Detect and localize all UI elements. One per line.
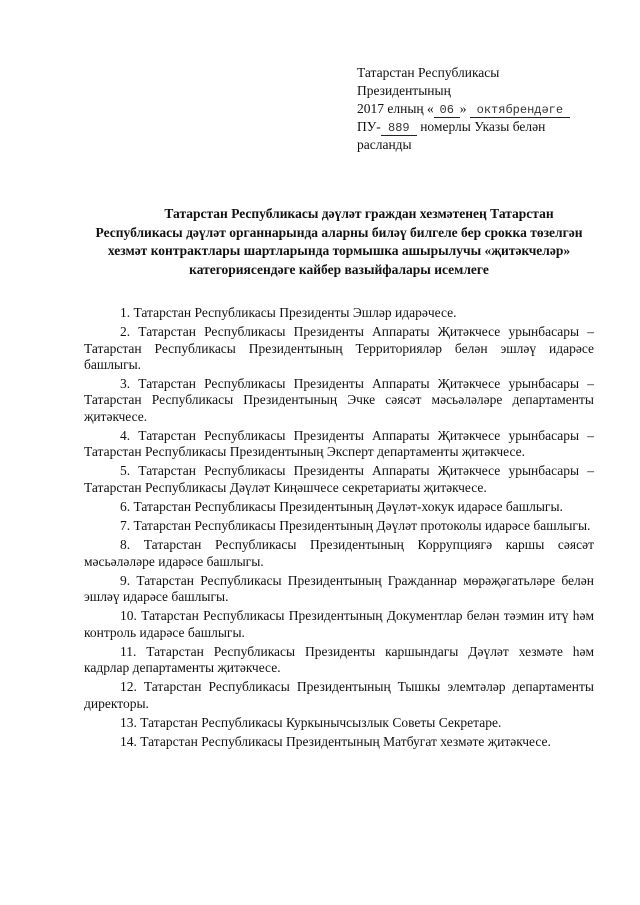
approval-year: 2017 елның «: [357, 101, 434, 116]
list-item: 4. Татарстан Республикасы Президенты Аппараты Җитәкчесе урынбасары – Татарстан Республикасы Президентының Эксперт департаменты җитәкчесе.: [84, 427, 594, 460]
list-item: 12. Татарстан Республикасы Президентының Тышкы элемтәләр департаменты директоры.: [84, 679, 594, 711]
document-title: Татарстан Республикасы дәүләт граждан хезмәтенең Татарстан Республикасы дәүләт органнарында аларны биләү билгеле бер срокка төзелгән хезмәт контрактлары шартларында тормышка ашырылучы «җитәкчеләр» категориясендәге кайбер вазыйфалары исемлеге: [95, 206, 583, 277]
list-item: 2. Татарстан Республикасы Президенты Аппараты Җитәкчесе урынбасары – Татарстан Республикасы Президентының Территорияләр белән эшләү идарәсе башлыгы.: [84, 324, 594, 372]
approval-block: [357, 64, 617, 154]
list-item: 13. Татарстан Республикасы Куркынычсызлык Советы Секретаре.: [120, 714, 502, 730]
approval-line-1: Татарстан Республикасы: [357, 65, 500, 80]
list-item: 1. Татарстан Республикасы Президенты Эшләр идарәчесе.: [120, 305, 457, 320]
approval-close-quote: »: [459, 101, 467, 116]
approval-decree-number: 889: [381, 121, 417, 136]
approval-decree-suffix: номерлы Указы белән: [420, 119, 546, 134]
approval-decree-prefix: ПУ-: [357, 119, 381, 134]
approval-month: октябрендәге: [470, 103, 570, 118]
list-item: 7. Татарстан Республикасы Президентының Дәүләт протоколы идарәсе башлыгы.: [120, 518, 591, 533]
list-item: 14. Татарстан Республикасы Президентының Матбугат хезмәте җитәкчесе.: [120, 733, 551, 749]
list-item: 11. Татарстан Республикасы Президенты каршындагы Дәүләт хезмәте һәм кадрлар департаменты җитәкчесе.: [84, 643, 594, 675]
list-item: 6. Татарстан Республикасы Президентының Дәүләт-хокук идарәсе башлыгы.: [120, 498, 563, 514]
approval-decree-line: [357, 118, 617, 136]
positions-list: [84, 305, 594, 753]
list-item: 8. Татарстан Республикасы Президентының Коррупциягә каршы сәясәт мәсьәләләре идарәсе башлыгы.: [84, 537, 594, 569]
list-item: 10. Татарстан Республикасы Президентының Документлар белән тәэмин итү һәм контроль идарәсе башлыгы.: [84, 608, 594, 640]
approval-day: 06: [434, 103, 460, 118]
approval-line-5: расланды: [357, 137, 412, 152]
list-item: 5. Татарстан Республикасы Президенты Аппараты Җитәкчесе урынбасары – Татарстан Республикасы Дәүләт Киңәшчесе секретариаты җитәкчесе.: [84, 463, 594, 495]
approval-date-line: [357, 100, 617, 118]
approval-line-2: Президентының: [357, 83, 451, 98]
list-item: 3. Татарстан Республикасы Президенты Аппараты Җитәкчесе урынбасары – Татарстан Республикасы Президентының Эчке сәясәт мәсьәләләре департаменты җитәкчесе.: [84, 376, 594, 424]
list-item: 9. Татарстан Республикасы Президентының Гражданнар мөрәҗәгатьләре белән эшләү идарәсе башлыгы.: [84, 572, 594, 604]
